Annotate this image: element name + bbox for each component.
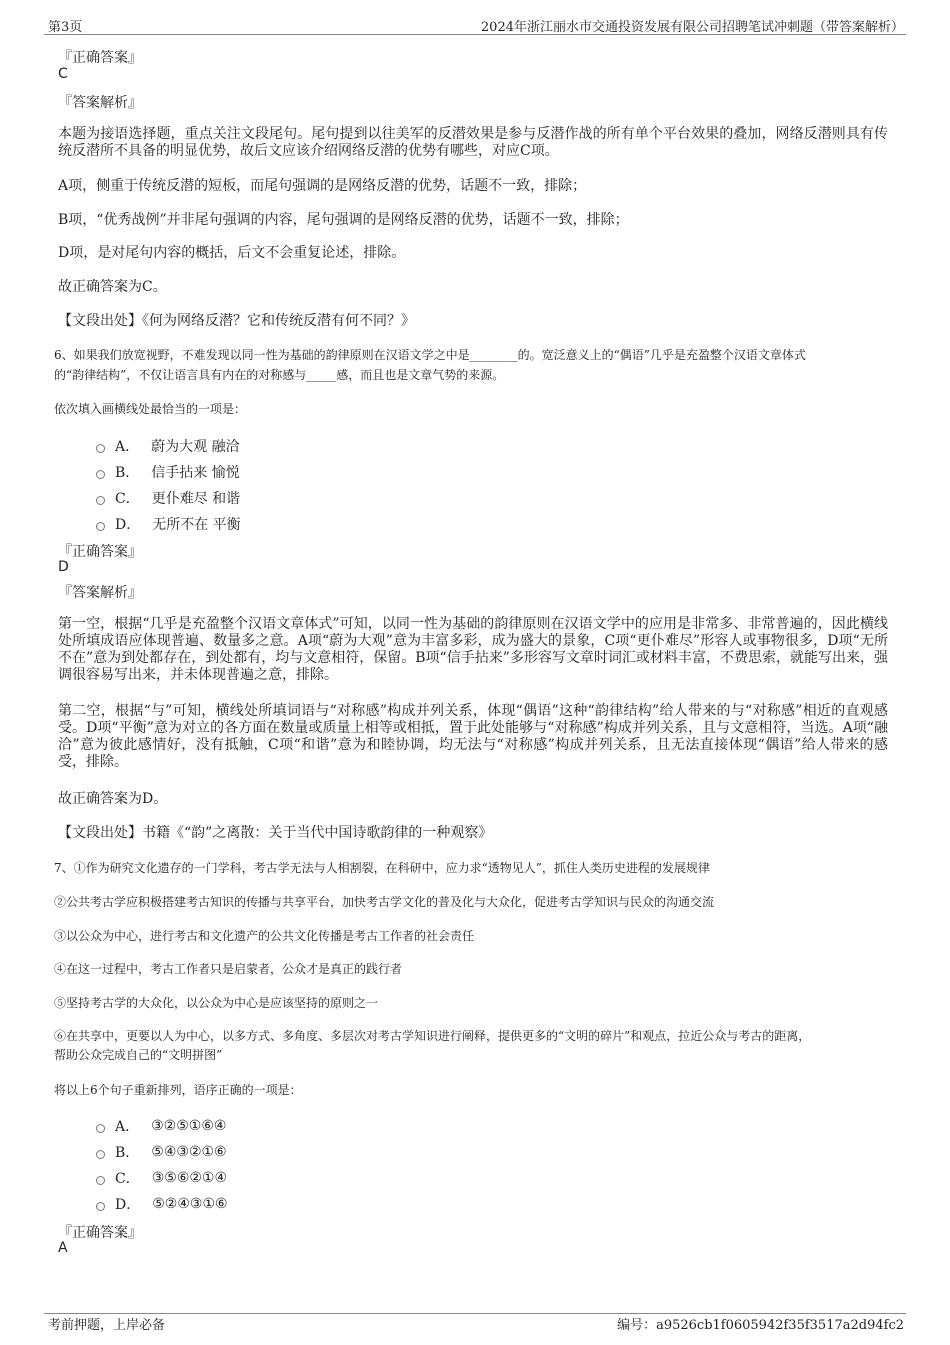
q6-source: 【文段出处】书籍《“韵”之离散：关于当代中国诗歌韵律的一种观察》 [58, 825, 493, 841]
q6-option-a[interactable] [96, 436, 240, 456]
footer-slogan: 考前押题，上岸必备 [48, 1318, 166, 1333]
q6-stem-line1: 6、如果我们放宽视野，不难发现以同一性为基础的韵律原则在汉语文学之中是________的。宽泛意义上的“偶语”几乎是充盈整个汉语文章体式 [54, 348, 806, 362]
option-letter: D． [115, 517, 141, 533]
option-text: 信手拈来 愉悦 [151, 465, 240, 481]
q7-option-d[interactable] [96, 1194, 228, 1214]
option-text: 蔚为大观 融洽 [151, 439, 240, 455]
option-letter: D． [115, 1197, 141, 1213]
option-text: ③②⑤①⑥④ [151, 1118, 227, 1134]
q5-analysis-p2: A项，侧重于传统反潜的短板，而尾句强调的是网络反潜的优势，话题不一致，排除； [58, 178, 587, 194]
q7-option-a[interactable] [96, 1116, 226, 1136]
q7-option-c[interactable] [96, 1168, 227, 1188]
option-text: ③⑤⑥②①④ [151, 1170, 228, 1186]
option-letter: C． [115, 491, 140, 507]
q7-option-b[interactable] [96, 1142, 227, 1162]
q7-sentence-6-line2: 帮助公众完成自己的“文明拼图” [54, 1048, 223, 1062]
q5-analysis-label: 『答案解析』 [58, 95, 142, 111]
q6-prompt: 依次填入画横线处最恰当的一项是： [54, 402, 247, 416]
radio-icon[interactable] [96, 470, 105, 479]
q7-answer: A [58, 1240, 68, 1256]
q5-answer-label: 『正确答案』 [58, 50, 142, 66]
q6-answer-label: 『正确答案』 [58, 544, 142, 560]
q5-conclusion: 故正确答案为C。 [58, 279, 167, 295]
q7-sentence-1: 7、①作为研究文化遗存的一门学科，考古学无法与人相割裂，在科研中，应力求“透物见人”，抓住人类历史进程的发展规律 [54, 861, 710, 875]
q5-analysis-p3: B项，“优秀战例”并非尾句强调的内容，尾句强调的是网络反潜的优势，话题不一致，排除； [58, 212, 629, 228]
q6-stem-line2: 的“韵律结构”，不仅让语言具有内在的对称感与_____感，而且也是文章气势的来源。 [54, 368, 505, 382]
q7-sentence-6-line1: ⑥在共享中，更要以人为中心，以多方式、多角度、多层次对考古学知识进行阐释，提供更多的“文明的碎片”和观点，拉近公众与考古的距离， [54, 1029, 811, 1043]
q5-answer: C [58, 66, 68, 82]
option-letter: B． [115, 465, 140, 481]
q6-analysis-label: 『答案解析』 [58, 585, 142, 601]
q5-source: 【文段出处】《何为网络反潜？它和传统反潜有何不同？》 [58, 313, 415, 329]
radio-icon[interactable] [96, 1150, 105, 1159]
q7-answer-label: 『正确答案』 [58, 1225, 142, 1241]
q6-answer: D [58, 559, 69, 575]
q5-analysis-p4: D项，是对尾句内容的概括，后文不会重复论述，排除。 [58, 245, 406, 261]
radio-icon[interactable] [96, 1176, 105, 1185]
option-text: 无所不在 平衡 [152, 517, 241, 533]
radio-icon[interactable] [96, 522, 105, 531]
q7-sentence-2: ②公共考古学应积极搭建考古知识的传播与共享平台，加快考古学文化的普及化与大众化，促进考古学知识与民众的沟通交流 [54, 895, 715, 909]
document-id: 编号：a9526cb1f0605942f35f3517a2d94fc2 [617, 1318, 904, 1333]
document-title: 2024年浙江丽水市交通投资发展有限公司招聘笔试冲刺题（带答案解析） [480, 20, 904, 35]
page-number: 第3页 [48, 20, 83, 35]
radio-icon[interactable] [96, 1202, 105, 1211]
q6-analysis-p1: 第一空，根据“几乎是充盈整个汉语文章体式”可知，以同一性为基础的韵律原则在汉语文学中的应用是非常多、非常普遍的，因此横线处所填成语应体现普遍、数量多之意。A项“蔚为大观”意为丰富多彩，成为盛大的景象，C项“更仆难尽”形容人或事物很多，D项“无所不在”意为到处都存在，到处都有，均与文意相符，保留。B项“信手拈来”多形容写文章时词汇或材料丰富，不费思索，就能写出来，强调很容易写出来，并未体现普遍之意，排除。 [58, 616, 888, 683]
option-letter: C． [115, 1171, 140, 1187]
q7-sentence-3: ③以公众为中心，进行考古和文化遗产的公共文化传播是考古工作者的社会责任 [54, 929, 475, 943]
q6-option-d[interactable] [96, 514, 241, 534]
q6-option-c[interactable] [96, 488, 240, 508]
q7-sentence-4: ④在这一过程中，考古工作者只是启蒙者，公众才是真正的践行者 [54, 962, 403, 976]
header-divider [44, 34, 906, 35]
q6-option-b[interactable] [96, 462, 240, 482]
option-letter: B． [115, 1145, 140, 1161]
option-text: ⑤②④③①⑥ [152, 1196, 228, 1212]
option-text: ⑤④③②①⑥ [151, 1144, 227, 1160]
radio-icon[interactable] [96, 496, 105, 505]
q6-analysis-p2: 第二空，根据“与”可知，横线处所填词语与“对称感”构成并列关系，体现“偶语”这种“韵律结构”给人带来的与“对称感”相近的直观感受。D项“平衡”意为对立的各方面在数量或质量上相等或相抵，置于此处能够与“对称感”构成并列关系，且与文意相符，当选。A项“融洽”意为彼此感情好，没有抵触，C项“和谐”意为和睦协调，均无法与“对称感”构成并列关系，且无法直接体现“偶语”给人带来的感受，排除。 [58, 703, 888, 770]
radio-icon[interactable] [96, 1124, 105, 1133]
option-text: 更仆难尽 和谐 [151, 491, 241, 507]
q7-prompt: 将以上6个句子重新排列，语序正确的一项是： [54, 1083, 302, 1097]
q7-sentence-5: ⑤坚持考古学的大众化，以公众为中心是应该坚持的原则之一 [54, 996, 379, 1010]
q5-analysis-p1: 本题为接语选择题，重点关注文段尾句。尾句提到以往美军的反潜效果是参与反潜作战的所有单个平台效果的叠加，网络反潜则具有传统反潜所不具备的明显优势，故后文应该介绍网络反潜的优势有哪些，对应C项。 [58, 126, 888, 159]
q6-conclusion: 故正确答案为D。 [58, 791, 168, 807]
option-letter: A． [115, 1119, 140, 1135]
radio-icon[interactable] [96, 444, 105, 453]
option-letter: A． [115, 439, 140, 455]
